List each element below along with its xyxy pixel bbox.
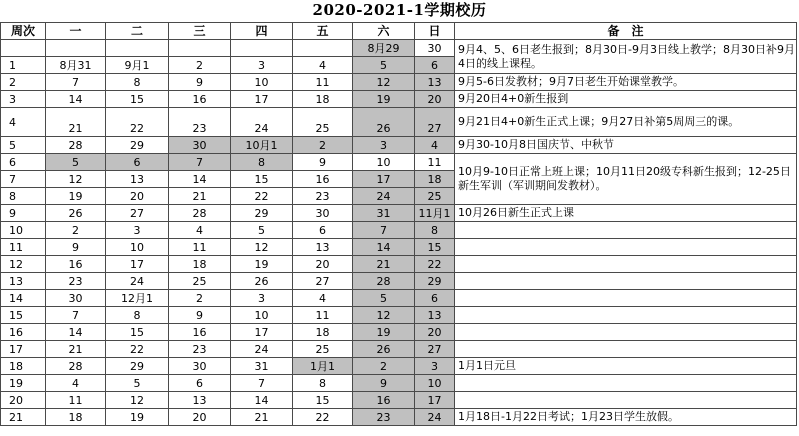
date-cell: 8: [106, 74, 169, 91]
week-number: 11: [1, 239, 46, 256]
date-cell: 17: [231, 324, 293, 341]
table-row: [1, 40, 797, 57]
date-cell: 11: [415, 154, 455, 171]
date-cell: 21: [231, 409, 293, 426]
week-number: 21: [1, 409, 46, 426]
date-cell: 21: [46, 341, 106, 358]
note-cell: 10月9-10日正常上班上课；10月11日20级专科新生报到；12-25日新生军训（军训期间发教材）。: [455, 154, 797, 205]
date-cell: 4: [293, 290, 353, 307]
note-cell: 9月4、5、6日老生报到；8月30日-9月3日线上教学；8月30日补9月4日的线上课程。: [455, 40, 797, 74]
table-row: [1, 74, 797, 91]
date-cell: 2: [169, 57, 231, 74]
week-number: 19: [1, 375, 46, 392]
table-row: [1, 392, 797, 409]
date-cell: 16: [293, 171, 353, 188]
header-thu: 四: [231, 23, 293, 40]
date-cell: 13: [415, 74, 455, 91]
date-cell: 5: [231, 222, 293, 239]
date-cell: 8月31: [46, 57, 106, 74]
date-cell: 12: [46, 171, 106, 188]
date-cell: 14: [46, 91, 106, 108]
week-number: 9: [1, 205, 46, 222]
table-row: [1, 324, 797, 341]
date-cell: 24: [231, 341, 293, 358]
date-cell: 6: [293, 222, 353, 239]
date-cell: 2: [46, 222, 106, 239]
table-row: [1, 409, 797, 426]
week-number: 8: [1, 188, 46, 205]
note-cell: [455, 324, 797, 341]
date-cell: 22: [415, 256, 455, 273]
week-number: 16: [1, 324, 46, 341]
date-cell: 5: [46, 154, 106, 171]
table-row: [1, 239, 797, 256]
note-cell: 9月30-10月8日国庆节、中秋节: [455, 137, 797, 154]
date-cell: 3: [353, 137, 415, 154]
note-cell: 10月26日新生正式上课: [455, 205, 797, 222]
date-cell: 22: [106, 108, 169, 137]
date-cell: 29: [106, 137, 169, 154]
date-cell: 31: [353, 205, 415, 222]
date-cell: 24: [353, 188, 415, 205]
date-cell: 31: [231, 358, 293, 375]
date-cell: 16: [353, 392, 415, 409]
date-cell: 26: [46, 205, 106, 222]
date-cell: 13: [106, 171, 169, 188]
date-cell: 15: [106, 324, 169, 341]
date-cell: 23: [293, 188, 353, 205]
date-cell: 7: [169, 154, 231, 171]
note-cell: 9月20日4+0新生报到: [455, 91, 797, 108]
date-cell: 28: [169, 205, 231, 222]
table-row: [1, 375, 797, 392]
date-cell: 5: [353, 57, 415, 74]
date-cell: 20: [169, 409, 231, 426]
date-cell: 28: [46, 137, 106, 154]
header-week: 周次: [1, 23, 46, 40]
table-row: [1, 256, 797, 273]
date-cell: 9: [353, 375, 415, 392]
date-cell: 12: [106, 392, 169, 409]
date-cell: 4: [293, 57, 353, 74]
table-cell: [169, 40, 231, 57]
table-row: [1, 341, 797, 358]
table-row: [1, 273, 797, 290]
table-cell: 30: [415, 40, 455, 57]
date-cell: 26: [353, 108, 415, 137]
date-cell: 25: [169, 273, 231, 290]
date-cell: 20: [106, 188, 169, 205]
table-cell: 8月29: [353, 40, 415, 57]
date-cell: 7: [231, 375, 293, 392]
date-cell: 11月1: [415, 205, 455, 222]
date-cell: 18: [415, 171, 455, 188]
note-cell: [455, 290, 797, 307]
week-number: 18: [1, 358, 46, 375]
date-cell: 29: [231, 205, 293, 222]
date-cell: 9: [169, 307, 231, 324]
date-cell: 22: [231, 188, 293, 205]
date-cell: 3: [415, 358, 455, 375]
page-title: 2020-2021-1学期校历: [312, 1, 487, 19]
date-cell: 21: [353, 256, 415, 273]
note-cell: [455, 375, 797, 392]
date-cell: 23: [46, 273, 106, 290]
date-cell: 29: [415, 273, 455, 290]
week-number: 14: [1, 290, 46, 307]
table-row: [1, 154, 797, 171]
date-cell: 7: [46, 74, 106, 91]
date-cell: 30: [169, 137, 231, 154]
date-cell: 25: [293, 341, 353, 358]
table-row: [1, 205, 797, 222]
calendar-table: [0, 22, 797, 426]
date-cell: 30: [293, 205, 353, 222]
table-cell: [293, 40, 353, 57]
note-cell: [455, 341, 797, 358]
date-cell: 6: [415, 290, 455, 307]
date-cell: 24: [106, 273, 169, 290]
date-cell: 20: [293, 256, 353, 273]
date-cell: 10: [231, 307, 293, 324]
date-cell: 14: [46, 324, 106, 341]
date-cell: 10: [353, 154, 415, 171]
date-cell: 6: [106, 154, 169, 171]
week-number: 1: [1, 57, 46, 74]
note-cell: [455, 239, 797, 256]
date-cell: 12月1: [106, 290, 169, 307]
date-cell: 19: [106, 409, 169, 426]
date-cell: 16: [169, 324, 231, 341]
date-cell: 14: [353, 239, 415, 256]
date-cell: 18: [293, 91, 353, 108]
date-cell: 19: [231, 256, 293, 273]
date-cell: 20: [415, 324, 455, 341]
header-row: [1, 23, 797, 40]
table-cell: [106, 40, 169, 57]
note-cell: 1月18日-1月22日考试；1月23日学生放假。: [455, 409, 797, 426]
note-cell: [455, 256, 797, 273]
note-cell: 1月1日元旦: [455, 358, 797, 375]
date-cell: 3: [231, 290, 293, 307]
date-cell: 15: [106, 91, 169, 108]
week-number: 12: [1, 256, 46, 273]
table-row: [1, 91, 797, 108]
date-cell: 5: [353, 290, 415, 307]
date-cell: 10: [231, 74, 293, 91]
note-cell: [455, 392, 797, 409]
header-notes: 备 注: [455, 23, 797, 40]
header-sat: 六: [353, 23, 415, 40]
date-cell: 6: [415, 57, 455, 74]
date-cell: 27: [106, 205, 169, 222]
table-cell: [231, 40, 293, 57]
date-cell: 1月1: [293, 358, 353, 375]
date-cell: 23: [169, 108, 231, 137]
date-cell: 17: [353, 171, 415, 188]
week-number: 7: [1, 171, 46, 188]
date-cell: 23: [169, 341, 231, 358]
date-cell: 20: [415, 91, 455, 108]
date-cell: 3: [106, 222, 169, 239]
date-cell: 27: [415, 341, 455, 358]
week-number: 15: [1, 307, 46, 324]
date-cell: 18: [46, 409, 106, 426]
date-cell: 9: [293, 154, 353, 171]
header-fri: 五: [293, 23, 353, 40]
note-cell: [455, 222, 797, 239]
date-cell: 17: [106, 256, 169, 273]
date-cell: 5: [106, 375, 169, 392]
date-cell: 11: [46, 392, 106, 409]
date-cell: 30: [46, 290, 106, 307]
week-number: 6: [1, 154, 46, 171]
date-cell: 7: [353, 222, 415, 239]
date-cell: 8: [231, 154, 293, 171]
date-cell: 27: [415, 108, 455, 137]
date-cell: 10: [415, 375, 455, 392]
date-cell: 24: [231, 108, 293, 137]
date-cell: 19: [353, 91, 415, 108]
table-row: [1, 307, 797, 324]
date-cell: 29: [106, 358, 169, 375]
date-cell: 25: [415, 188, 455, 205]
date-cell: 12: [353, 74, 415, 91]
note-cell: [455, 307, 797, 324]
date-cell: 2: [169, 290, 231, 307]
note-cell: 9月21日4+0新生正式上课；9月27日补第5周周三的课。: [455, 108, 797, 137]
date-cell: 23: [353, 409, 415, 426]
date-cell: 9: [46, 239, 106, 256]
header-tue: 二: [106, 23, 169, 40]
table-row: [1, 358, 797, 375]
date-cell: 12: [353, 307, 415, 324]
date-cell: 2: [293, 137, 353, 154]
date-cell: 15: [415, 239, 455, 256]
table-cell: [46, 40, 106, 57]
date-cell: 11: [169, 239, 231, 256]
date-cell: 8: [106, 307, 169, 324]
date-cell: 13: [169, 392, 231, 409]
date-cell: 4: [415, 137, 455, 154]
date-cell: 18: [169, 256, 231, 273]
date-cell: 28: [353, 273, 415, 290]
table-row: [1, 290, 797, 307]
date-cell: 18: [293, 324, 353, 341]
date-cell: 19: [46, 188, 106, 205]
date-cell: 14: [169, 171, 231, 188]
date-cell: 16: [169, 91, 231, 108]
date-cell: 15: [293, 392, 353, 409]
week-number: 10: [1, 222, 46, 239]
date-cell: 22: [106, 341, 169, 358]
week-number: 20: [1, 392, 46, 409]
date-cell: 11: [293, 74, 353, 91]
table-row: [1, 108, 797, 137]
week-number: 4: [1, 108, 46, 137]
date-cell: 14: [231, 392, 293, 409]
date-cell: 16: [46, 256, 106, 273]
date-cell: 26: [231, 273, 293, 290]
week-number: 17: [1, 341, 46, 358]
header-sun: 日: [415, 23, 455, 40]
date-cell: 13: [415, 307, 455, 324]
header-wed: 三: [169, 23, 231, 40]
date-cell: 25: [293, 108, 353, 137]
date-cell: 9月1: [106, 57, 169, 74]
date-cell: 3: [231, 57, 293, 74]
date-cell: 8: [293, 375, 353, 392]
week-number: 3: [1, 91, 46, 108]
header-mon: 一: [46, 23, 106, 40]
date-cell: 21: [46, 108, 106, 137]
date-cell: 15: [231, 171, 293, 188]
date-cell: 26: [353, 341, 415, 358]
date-cell: 19: [353, 324, 415, 341]
date-cell: 7: [46, 307, 106, 324]
date-cell: 6: [169, 375, 231, 392]
date-cell: 10: [106, 239, 169, 256]
date-cell: 21: [169, 188, 231, 205]
date-cell: 17: [415, 392, 455, 409]
date-cell: 4: [169, 222, 231, 239]
date-cell: 13: [293, 239, 353, 256]
date-cell: 22: [293, 409, 353, 426]
date-cell: 24: [415, 409, 455, 426]
table-cell: [1, 40, 46, 57]
date-cell: 8: [415, 222, 455, 239]
date-cell: 27: [293, 273, 353, 290]
note-cell: 9月5-6日发教材；9月7日老生开始课堂教学。: [455, 74, 797, 91]
date-cell: 17: [231, 91, 293, 108]
note-cell: [455, 273, 797, 290]
calendar-body: [1, 40, 797, 426]
table-row: [1, 222, 797, 239]
date-cell: 4: [46, 375, 106, 392]
date-cell: 30: [169, 358, 231, 375]
date-cell: 9: [169, 74, 231, 91]
week-number: 5: [1, 137, 46, 154]
date-cell: 28: [46, 358, 106, 375]
date-cell: 2: [353, 358, 415, 375]
date-cell: 12: [231, 239, 293, 256]
table-row: [1, 137, 797, 154]
date-cell: 11: [293, 307, 353, 324]
date-cell: 10月1: [231, 137, 293, 154]
week-number: 2: [1, 74, 46, 91]
week-number: 13: [1, 273, 46, 290]
